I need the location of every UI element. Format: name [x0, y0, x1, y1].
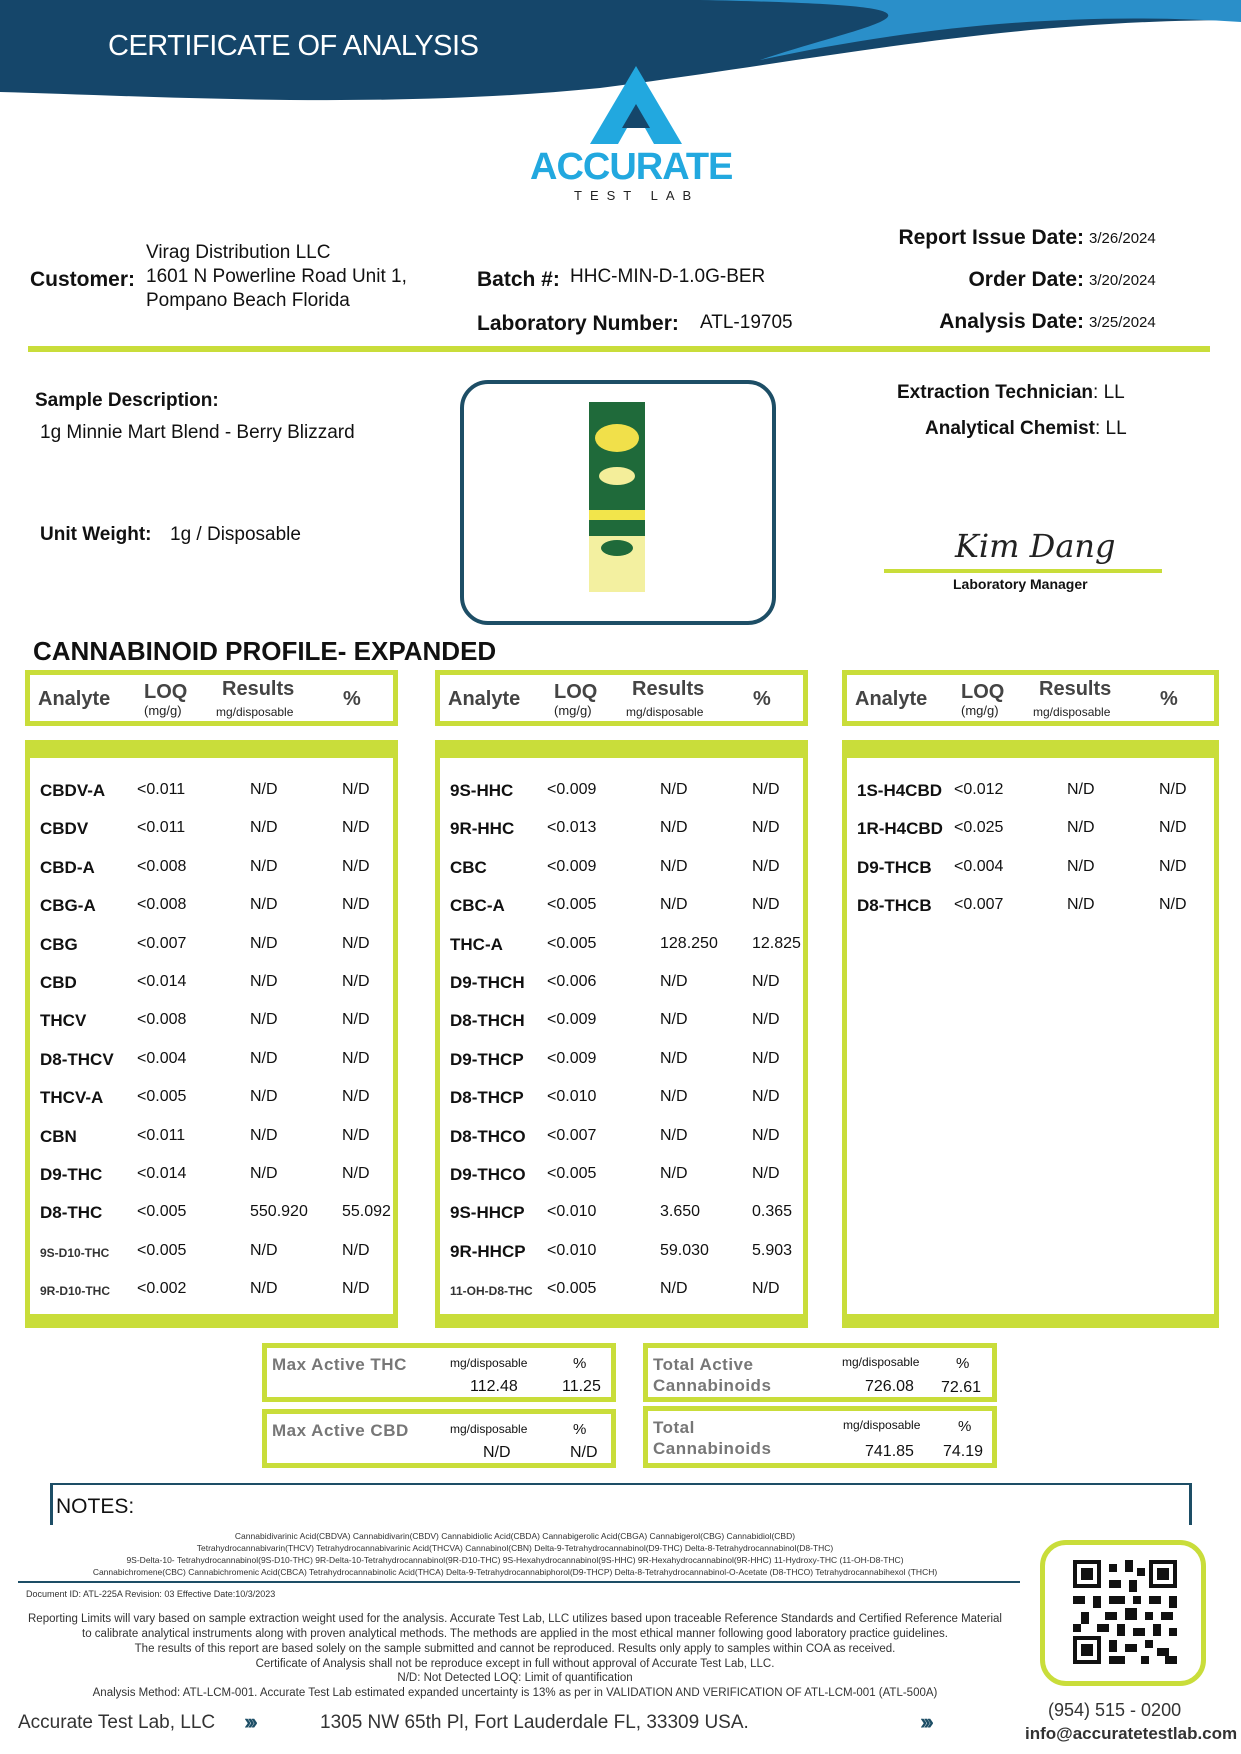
- table-row: [30, 1002, 393, 1040]
- analyte-cell: CBD: [40, 973, 77, 992]
- table-row: [440, 772, 803, 810]
- pct-cell: N/D: [1159, 781, 1187, 798]
- footer-address: 1305 NW 65th Pl, Fort Lauderdale FL, 33309 USA.: [320, 1712, 749, 1733]
- header-pct: %: [1160, 688, 1178, 710]
- table-row: [440, 810, 803, 848]
- chevrons-icon: ›››: [920, 1709, 930, 1734]
- pct-cell: N/D: [342, 1088, 370, 1106]
- pct-cell: N/D: [1159, 896, 1187, 914]
- analyte-cell: CBD-A: [40, 857, 95, 877]
- pct-cell: N/D: [752, 781, 780, 798]
- unit-label: mg/disposable: [450, 1356, 528, 1370]
- pct-cell: N/D: [342, 896, 370, 914]
- total-active-cannabinoids-label: [653, 1354, 771, 1396]
- analyte-cell: CBG: [40, 934, 78, 954]
- customer-name: Virag Distribution LLC: [146, 242, 331, 263]
- header-results: Results: [1039, 678, 1112, 700]
- result-cell: N/D: [250, 934, 278, 952]
- loq-cell: <0.014: [137, 1165, 187, 1182]
- table-row: [30, 1156, 393, 1194]
- lab-number-value: ATL-19705: [700, 312, 793, 333]
- total-active-cannabinoids-box: [643, 1343, 997, 1402]
- max-active-thc-mg: 112.48: [470, 1378, 518, 1395]
- table-row: [30, 1271, 393, 1309]
- max-active-cbd-box: [262, 1409, 616, 1468]
- pct-cell: N/D: [752, 1049, 780, 1067]
- abbreviations-line-2: Tetrahydrocannabivarin(THCV) Tetrahydrocannabivarinic Acid(THCVA) Cannabinol(CBN) Delta-9-Tetrahydrocannabinol(D9-THC) Delta-8-Tetrahydrocannabinol(D8-THC): [196, 1543, 834, 1553]
- analysis-date-label: Analysis Date:: [939, 310, 1084, 333]
- pct-cell: N/D: [342, 1049, 370, 1067]
- loq-cell: <0.008: [137, 857, 187, 875]
- loq-cell: <0.009: [547, 781, 597, 798]
- pct-cell: N/D: [752, 1280, 780, 1298]
- lab-manager-label: Laboratory Manager: [953, 576, 1088, 592]
- header-results-unit: mg/disposable: [1033, 705, 1111, 719]
- pct-cell: N/D: [342, 1165, 370, 1182]
- total-cannabinoids-label: [653, 1417, 771, 1459]
- issue-date: 3/26/2024: [1089, 230, 1156, 247]
- header-analyte: Analyte: [38, 688, 111, 710]
- analyte-cell: THCV-A: [40, 1088, 104, 1108]
- sample-product-image: [585, 398, 651, 598]
- unit-label: mg/disposable: [450, 1422, 528, 1436]
- table-row: [440, 1118, 803, 1156]
- loq-cell: <0.010: [547, 1088, 597, 1106]
- customer-address-2: Pompano Beach Florida: [146, 290, 350, 311]
- pct-cell: N/D: [752, 973, 780, 990]
- loq-cell: <0.009: [547, 1049, 597, 1067]
- analyte-cell: D9-THCH: [450, 973, 525, 992]
- customer-address-1: 1601 N Powerline Road Unit 1,: [146, 266, 407, 287]
- analyte-cell: D8-THCO: [450, 1126, 526, 1146]
- loq-cell: <0.007: [137, 934, 187, 952]
- pct-cell: N/D: [752, 1011, 780, 1029]
- unit-label: mg/disposable: [843, 1418, 921, 1432]
- signature-line: [884, 569, 1162, 573]
- analyte-cell: D8-THCB: [857, 896, 932, 916]
- chevrons-icon: ›››: [244, 1709, 254, 1734]
- analyte-cell: 9R-HHCP: [450, 1241, 526, 1261]
- footer-company: Accurate Test Lab, LLC: [18, 1712, 216, 1733]
- result-cell: N/D: [250, 1241, 278, 1259]
- header-pct: %: [343, 688, 361, 710]
- analyte-cell: THCV: [40, 1011, 87, 1031]
- table-row: [847, 810, 1214, 848]
- table-row: [30, 810, 393, 848]
- table-header-2: [435, 670, 808, 726]
- disclaimer-3: The results of this report are based solely on the sample submitted and cannot be reproduced. Results only apply to samples within COA as received.: [134, 1643, 896, 1655]
- document-id: Document ID: ATL-225A Revision: 03 Effective Date:10/3/2023: [26, 1589, 276, 1599]
- pct-cell: N/D: [342, 1241, 370, 1259]
- pct-cell: N/D: [342, 781, 370, 798]
- table-row: [440, 849, 803, 887]
- divider: [28, 346, 1210, 352]
- loq-cell: <0.004: [137, 1049, 187, 1067]
- pct-cell: N/D: [342, 857, 370, 875]
- result-cell: N/D: [250, 1280, 278, 1298]
- total-pct: 74.19: [943, 1443, 984, 1460]
- result-cell: N/D: [250, 857, 278, 875]
- pct-cell: 12.825: [752, 934, 801, 952]
- loq-cell: <0.005: [137, 1241, 187, 1259]
- result-cell: N/D: [250, 1126, 278, 1144]
- signature: Kim Dang: [955, 527, 1116, 565]
- result-cell: N/D: [660, 1011, 688, 1029]
- total-active-mg: 726.08: [865, 1378, 914, 1395]
- abbreviations-line-1: Cannabidivarinic Acid(CBDVA) Cannabidivarin(CBDV) Cannabidiolic Acid(CBDA) Cannabigerolic Acid(CBGA) Cannabigerol(CBG) Cannabidiol(CBD): [234, 1531, 796, 1541]
- disclaimer-4: Certificate of Analysis shall not be reproduce except in full without approval of Accurate Test Lab, LLC.: [255, 1658, 775, 1670]
- total-cannabinoids-box: [643, 1406, 997, 1468]
- table-row: [440, 887, 803, 925]
- order-date-label: Order Date:: [968, 268, 1084, 291]
- analyte-cell: D8-THCV: [40, 1049, 114, 1069]
- header-loq-unit: (mg/g): [144, 703, 182, 718]
- pct-cell: 0.365: [752, 1203, 793, 1221]
- pct-label: %: [956, 1355, 970, 1372]
- pct-cell: N/D: [752, 896, 780, 914]
- table-row: [30, 926, 393, 964]
- analyte-cell: D8-THC: [40, 1203, 103, 1223]
- result-cell: N/D: [1067, 857, 1095, 875]
- analyte-cell: CBC-A: [450, 896, 505, 916]
- table-header-1: [25, 670, 398, 726]
- disclaimer-5: N/D: Not Detected LOQ: Limit of quantification: [397, 1672, 633, 1684]
- header-analyte: Analyte: [448, 688, 521, 710]
- table-row: [847, 849, 1214, 887]
- result-cell: N/D: [1067, 819, 1095, 837]
- result-cell: N/D: [250, 973, 278, 990]
- loq-cell: <0.011: [137, 781, 186, 798]
- table-row: [30, 1041, 393, 1079]
- header-loq: LOQ: [554, 681, 598, 703]
- loq-cell: <0.010: [547, 1241, 597, 1259]
- header-results: Results: [632, 678, 705, 700]
- abbreviations-line-3: 9S-Delta-10- Tetrahydrocannabinol(9S-D10-THC) 9R-Delta-10-Tetrahydrocannabinol(9R-D10-THC) 9S-Hexahydrocannabinol(9S-HHC) 9R-Hexahydrocannabinol(9R-HHC) 11-Hydroxy-THC (11-OH-D8-THC): [126, 1555, 904, 1565]
- analytical-chemist-label-text: Analytical Chemist: [925, 418, 1095, 439]
- batch-label: Batch #:: [477, 268, 560, 291]
- result-cell: N/D: [250, 1049, 278, 1067]
- table-row: [30, 1233, 393, 1271]
- loq-cell: <0.007: [547, 1126, 597, 1144]
- loq-cell: <0.004: [954, 857, 1004, 875]
- result-cell: N/D: [660, 819, 688, 837]
- analyte-cell: THC-A: [450, 934, 503, 954]
- max-active-cbd-mg: N/D: [483, 1444, 511, 1461]
- header-loq-unit: (mg/g): [554, 703, 592, 718]
- logo-icon: [590, 66, 682, 144]
- issue-date-label: Report Issue Date:: [898, 226, 1084, 249]
- result-cell: N/D: [1067, 781, 1095, 798]
- table-row: [30, 887, 393, 925]
- analyte-cell: 9S-HHC: [450, 781, 514, 800]
- result-cell: 3.650: [660, 1203, 701, 1221]
- pct-cell: N/D: [1159, 857, 1187, 875]
- pct-cell: N/D: [342, 934, 370, 952]
- header-loq-unit: (mg/g): [961, 703, 999, 718]
- loq-cell: <0.011: [137, 819, 186, 837]
- max-active-cbd-label: Max Active CBD: [272, 1421, 409, 1440]
- result-cell: N/D: [660, 973, 688, 990]
- pct-cell: N/D: [342, 819, 370, 837]
- analyte-cell: D9-THC: [40, 1165, 103, 1184]
- analyte-cell: CBC: [450, 857, 487, 877]
- table-row: [440, 1194, 803, 1232]
- unit-weight-label: Unit Weight:: [40, 524, 152, 545]
- order-date: 3/20/2024: [1089, 272, 1156, 289]
- table-header-3: [842, 670, 1219, 726]
- table-row: [30, 964, 393, 1002]
- extraction-technician: : LL: [1093, 382, 1125, 403]
- table-body-2: [435, 740, 808, 1328]
- result-cell: N/D: [250, 781, 278, 798]
- extraction-technician-label: [897, 382, 1125, 404]
- loq-cell: <0.025: [954, 819, 1004, 837]
- table-row: [30, 1079, 393, 1117]
- customer-label: Customer:: [30, 268, 136, 291]
- table-row: [440, 1041, 803, 1079]
- analyte-cell: D8-THCP: [450, 1088, 524, 1108]
- analyte-cell: 11-OH-D8-THC: [450, 1284, 533, 1299]
- table-row: [30, 849, 393, 887]
- max-active-cbd-pct: N/D: [570, 1444, 598, 1461]
- table-body-1: [25, 740, 398, 1328]
- disclaimer-6: Analysis Method: ATL-LCM-001. Accurate Test Lab estimated expanded uncertainty is 13% as per in VALIDATION AND VERIFICATION OF ATL-LCM-001 (ATL-500A): [92, 1687, 938, 1699]
- loq-cell: <0.005: [547, 896, 597, 914]
- result-cell: N/D: [660, 896, 688, 914]
- loq-cell: <0.012: [954, 781, 1004, 798]
- pct-cell: N/D: [752, 1126, 780, 1144]
- batch-value: HHC-MIN-D-1.0G-BER: [570, 266, 766, 287]
- analyte-cell: D9-THCO: [450, 1165, 526, 1184]
- result-cell: N/D: [660, 1165, 688, 1182]
- analyte-cell: CBG-A: [40, 896, 96, 916]
- result-cell: N/D: [660, 857, 688, 875]
- profile-title: CANNABINOID PROFILE- EXPANDED: [33, 636, 497, 666]
- result-cell: 550.920: [250, 1203, 308, 1221]
- table-row: [847, 887, 1214, 925]
- abbreviations-line-4: Cannabichromene(CBC) Cannabichromenic Acid(CBCA) Tetrahydrocannabinolic Acid(THCA) Delta-9-Tetrahydrocannabiphorol(D9-THCP) Delta-8-Tetrahydrocannabinol-O-Acetate (D8-THCO) Tetrahydrocannabihexol (THCH): [92, 1567, 938, 1577]
- logo-name: ACCURATE: [530, 146, 733, 188]
- pct-label: %: [958, 1418, 972, 1435]
- loq-cell: <0.006: [547, 973, 597, 990]
- loq-cell: <0.005: [137, 1088, 187, 1106]
- pct-label: %: [573, 1421, 587, 1438]
- table-row: [440, 964, 803, 1002]
- table-row: [30, 772, 393, 810]
- header-results-unit: mg/disposable: [626, 705, 704, 719]
- table-body-3: [842, 740, 1219, 1328]
- pct-cell: N/D: [752, 1165, 780, 1182]
- analytical-chemist: : LL: [1095, 418, 1127, 439]
- pct-cell: N/D: [342, 1126, 370, 1144]
- pct-label: %: [573, 1355, 587, 1372]
- header-results-unit: mg/disposable: [216, 705, 294, 719]
- loq-cell: <0.005: [137, 1203, 187, 1221]
- extraction-technician-label-text: Extraction Technician: [897, 382, 1094, 403]
- total-mg: 741.85: [865, 1443, 914, 1460]
- pct-cell: N/D: [1159, 819, 1187, 837]
- loq-cell: <0.011: [137, 1126, 186, 1144]
- pct-cell: 55.092: [342, 1203, 391, 1221]
- total-active-pct: 72.61: [941, 1379, 982, 1396]
- loq-cell: <0.008: [137, 896, 187, 914]
- analyte-cell: D8-THCH: [450, 1011, 525, 1031]
- table-row: [30, 1194, 393, 1232]
- unit-label: mg/disposable: [842, 1355, 920, 1369]
- result-cell: N/D: [250, 1165, 278, 1182]
- table-row: [440, 1156, 803, 1194]
- header-loq: LOQ: [961, 681, 1005, 703]
- table-row: [30, 1118, 393, 1156]
- total-label-2: Cannabinoids: [653, 1439, 772, 1458]
- result-cell: N/D: [250, 1088, 278, 1106]
- max-active-thc-pct: 11.25: [562, 1378, 601, 1395]
- analytical-chemist-label: [925, 418, 1127, 440]
- pct-cell: N/D: [342, 1011, 370, 1029]
- analyte-cell: D9-THCP: [450, 1049, 524, 1069]
- analyte-cell: 9S-D10-THC: [40, 1245, 110, 1260]
- table-row: [440, 1002, 803, 1040]
- notes-box: [50, 1483, 1192, 1525]
- result-cell: N/D: [250, 819, 278, 837]
- result-cell: N/D: [660, 1280, 688, 1298]
- disclaimer-2: to calibrate analytical instruments along with proven analytical methods. The methods are applied in the most ethical manner following good laboratory practice guidelines.: [82, 1628, 948, 1640]
- loq-cell: <0.010: [547, 1203, 597, 1221]
- pct-cell: 5.903: [752, 1241, 793, 1259]
- pct-cell: N/D: [342, 973, 370, 990]
- loq-cell: <0.014: [137, 973, 187, 990]
- total-active-label-2: Cannabinoids: [653, 1376, 772, 1395]
- pct-cell: N/D: [752, 819, 780, 837]
- result-cell: N/D: [660, 1088, 688, 1106]
- result-cell: N/D: [660, 781, 688, 798]
- analyte-cell: 1S-H4CBD: [857, 781, 943, 800]
- analyte-cell: 9R-HHC: [450, 819, 515, 839]
- sample-description-label: Sample Description:: [35, 390, 219, 411]
- loq-cell: <0.005: [547, 934, 597, 952]
- loq-cell: <0.009: [547, 857, 597, 875]
- analyte-cell: CBDV-A: [40, 781, 106, 800]
- result-cell: 128.250: [660, 934, 718, 952]
- header-analyte: Analyte: [855, 688, 928, 710]
- total-active-label-1: Total Active: [653, 1355, 754, 1374]
- notes-divider: [18, 1581, 1020, 1583]
- analyte-cell: 9S-HHCP: [450, 1203, 525, 1223]
- pct-cell: N/D: [752, 1088, 780, 1106]
- table-row: [440, 1079, 803, 1117]
- header-results: Results: [222, 678, 295, 700]
- unit-weight: 1g / Disposable: [170, 524, 301, 545]
- analyte-cell: 1R-H4CBD: [857, 819, 943, 839]
- pct-cell: N/D: [752, 857, 780, 875]
- result-cell: 59.030: [660, 1241, 709, 1259]
- table-row: [440, 1233, 803, 1271]
- qr-code-icon[interactable]: [1073, 1560, 1177, 1664]
- result-cell: N/D: [660, 1126, 688, 1144]
- result-cell: N/D: [250, 1011, 278, 1029]
- result-cell: N/D: [250, 896, 278, 914]
- total-label-1: Total: [653, 1418, 695, 1437]
- loq-cell: <0.005: [547, 1280, 597, 1298]
- document-title: CERTIFICATE OF ANALYSIS: [108, 30, 479, 62]
- analyte-cell: CBDV: [40, 819, 89, 839]
- analyte-cell: D9-THCB: [857, 857, 932, 877]
- pct-cell: N/D: [342, 1280, 370, 1298]
- result-cell: N/D: [660, 1049, 688, 1067]
- notes-label: NOTES:: [56, 1495, 135, 1518]
- loq-cell: <0.002: [137, 1280, 187, 1298]
- loq-cell: <0.007: [954, 896, 1004, 914]
- analyte-cell: CBN: [40, 1126, 77, 1146]
- footer-email[interactable]: info@accuratetestlab.com: [1025, 1724, 1238, 1743]
- table-row: [847, 772, 1214, 810]
- max-active-thc-box: [262, 1343, 616, 1402]
- loq-cell: <0.013: [547, 819, 597, 837]
- header-loq: LOQ: [144, 681, 188, 703]
- sample-description: 1g Minnie Mart Blend - Berry Blizzard: [40, 422, 355, 443]
- result-cell: N/D: [1067, 896, 1095, 914]
- analyte-cell: 9R-D10-THC: [40, 1284, 111, 1299]
- header-pct: %: [753, 688, 771, 710]
- loq-cell: <0.005: [547, 1165, 597, 1182]
- disclaimer-1: Reporting Limits will vary based on sample extraction weight used for the analysis. Accurate Test Lab, LLC utilizes based upon traceable Reference Standards and Certified Reference Material: [28, 1613, 1002, 1625]
- lab-number-label: Laboratory Number:: [477, 312, 679, 335]
- loq-cell: <0.008: [137, 1011, 187, 1029]
- loq-cell: <0.009: [547, 1011, 597, 1029]
- footer-phone[interactable]: (954) 515 - 0200: [1048, 1700, 1182, 1720]
- max-active-thc-label: Max Active THC: [272, 1355, 407, 1374]
- logo-subtitle: TEST LAB: [574, 188, 700, 203]
- table-row: [440, 1271, 803, 1309]
- table-row: [440, 926, 803, 964]
- analysis-date: 3/25/2024: [1089, 314, 1156, 331]
